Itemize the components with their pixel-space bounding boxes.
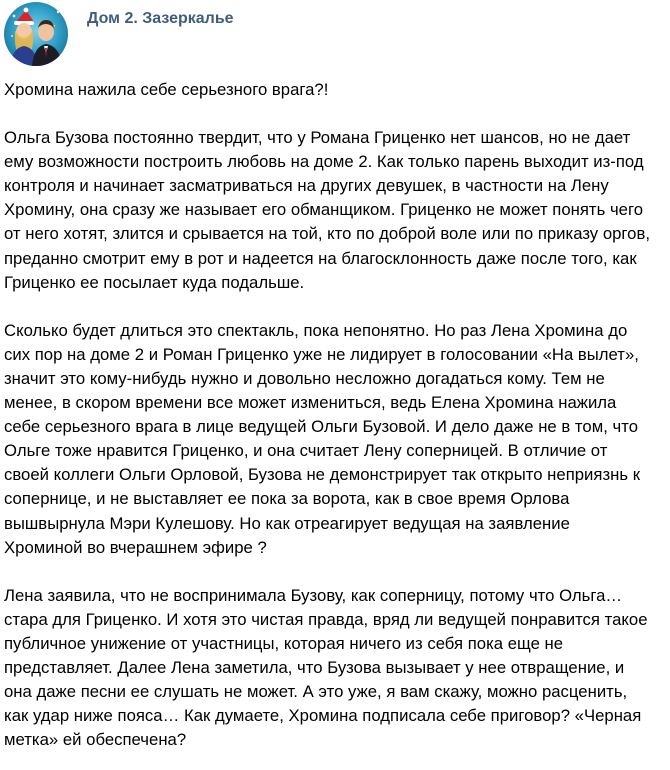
paragraph-2-line: себе серьезного врага в лице ведущей Ольги Бузовой. И дело даже не в том, что xyxy=(4,417,638,437)
paragraph-2-line: Хроминой во вчерашнем эфире ? xyxy=(4,537,267,557)
paragraph-3-line: публичное унижение от участницы, которая ничего из себя пока еще не xyxy=(4,633,564,653)
paragraph-2-line: Ольге тоже нравится Гриценко, и она считает Лену соперницей. В отличие от xyxy=(4,441,608,461)
paragraph-2-line: Сколько будет длиться это спектакль, пока непонятно. Но раз Лена Хромина до xyxy=(4,320,628,340)
paragraph-2-line: сопернице, и не выставляет ее пока за ворота, как в свое время Орлова xyxy=(4,489,570,509)
paragraph-2-line: своей коллеги Ольги Орловой, Бузова не демонстрирует так открыто неприязнь к xyxy=(4,465,641,485)
paragraph-3-line: представляет. Далее Лена заметила, что Бузова вызывает у нее отвращение, и xyxy=(4,657,625,677)
paragraph-3-line: как удар ниже пояса… Как думаете, Хромина подписала себе приговор? «Черная xyxy=(4,706,642,726)
paragraph-2-line: менее, в скором времени все может измениться, ведь Елена Хромина нажила xyxy=(4,393,617,413)
post-title: Хромина нажила себе серьезного врага?! xyxy=(4,80,329,99)
paragraph-1-line: Гриценко ее посылает куда подальше. xyxy=(4,272,305,292)
paragraph-2-line: вышвырнула Мэри Кулешову. Но как отреагирует ведущая на заявление xyxy=(4,513,570,533)
paragraph-3-line: метка» ей обеспечена? xyxy=(4,730,187,750)
paragraph-1-line: контроля и начинает засматриваться на других девушек, в частности на Лену xyxy=(4,176,609,196)
paragraph-2-line: значит это кому-нибудь нужно и довольно несложно догадаться кому. Тем не xyxy=(4,368,605,388)
group-avatar-icon xyxy=(4,2,68,66)
post-text xyxy=(4,78,666,752)
paragraph-1-line: от него хотят, злится и срывается на той, кто по доброй воле или по приказу оргов, xyxy=(4,224,651,244)
paragraph-1-line: ему возможности построить любовь на доме 2. Как только парень выходит из-под xyxy=(4,152,644,172)
paragraph-1-line: Ольга Бузова постоянно твердит, что у Романа Гриценко нет шансов, но не дает xyxy=(4,128,631,148)
paragraph-3-line: Лена заявила, что не воспринимала Бузову, как соперницу, потому что Ольга… xyxy=(4,585,623,605)
paragraph-1-line: преданно смотрит ему в рот и надеется на благосклонность даже после того, как xyxy=(4,248,637,268)
paragraph-3-line: она даже песни ее слушать не может. А это уже, я вам скажу, можно расценить, xyxy=(4,682,628,702)
group-avatar[interactable] xyxy=(4,2,68,66)
paragraph-1-line: Хромину, она сразу же называет его обманщиком. Гриценко не может понять чего xyxy=(4,200,644,220)
post-header xyxy=(0,0,670,68)
paragraph-3-line: стара для Гриценко. И хотя это чистая правда, вряд ли ведущей понравится такое xyxy=(4,609,648,629)
paragraph-2-line: сих пор на доме 2 и Роман Гриценко уже не лидирует в голосовании «На вылет», xyxy=(4,344,639,364)
group-name-link[interactable]: Дом 2. Зазеркалье xyxy=(87,10,234,27)
